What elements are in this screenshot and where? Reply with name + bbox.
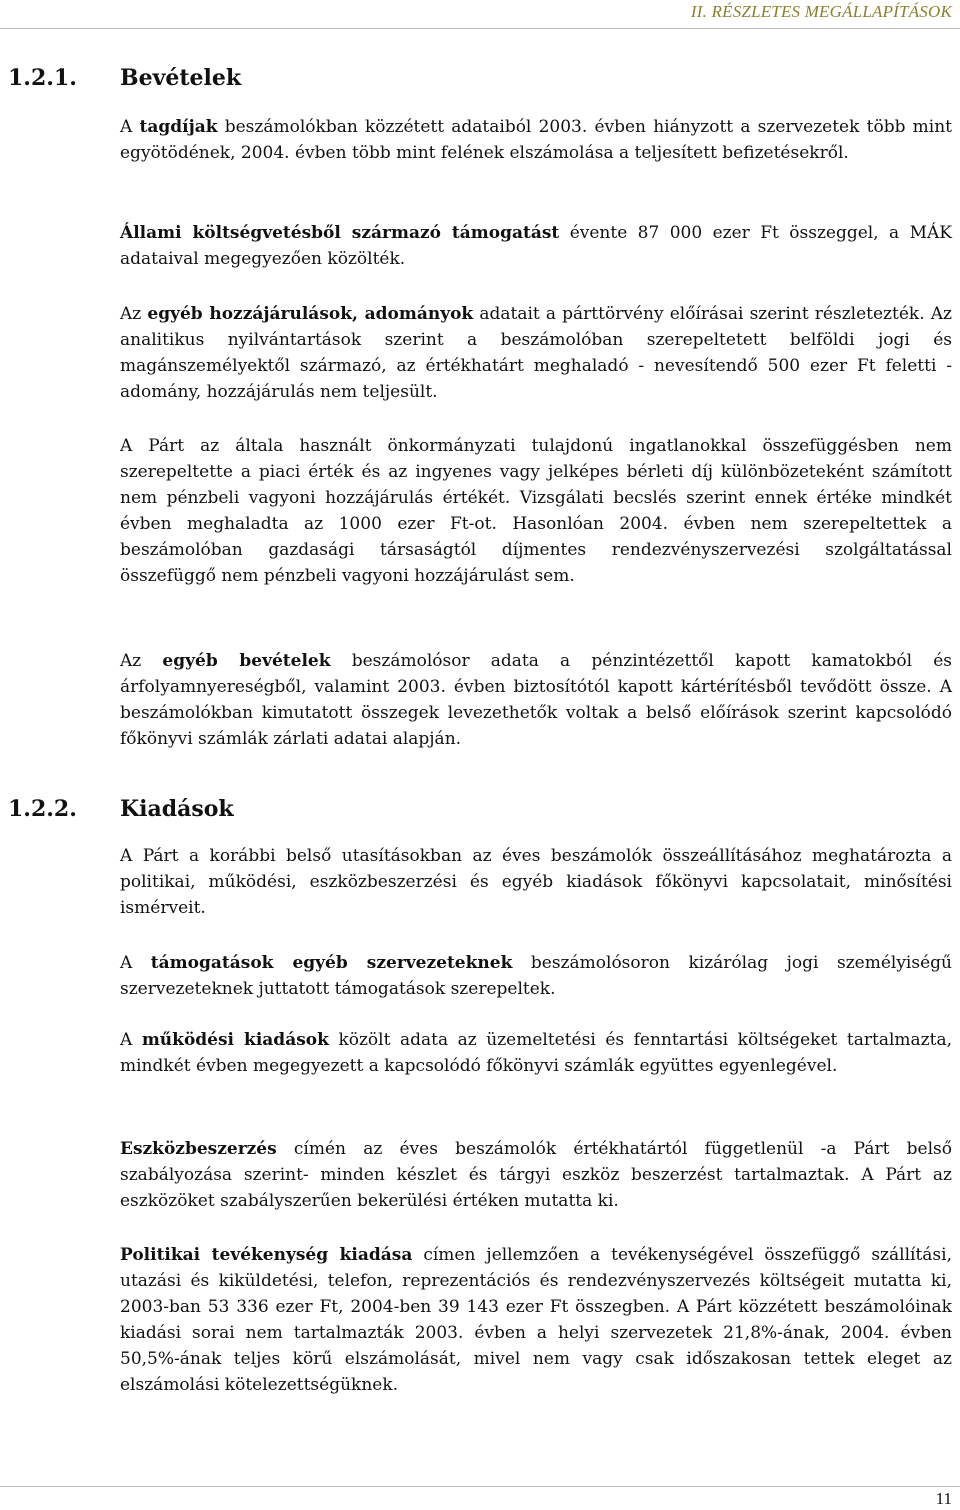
paragraph-tamogatasok: A támogatások egyéb szervezeteknek beszámolósoron kizárólag jogi személyiségű szervezeteknek juttatott támogatások szerepeltek.: [120, 953, 952, 999]
section-heading-kiadasok: [8, 795, 234, 823]
paragraph-egyeb-bevetelek: Az egyéb bevételek beszámolósor adata a pénzintézettől kapott kamatokból és árfolyamnyereségből, valamint 2003. évben biztosítótól kapott kártérítésből tevődött össze. A beszámolókban kimutatott összegek levezethetők voltak a belső előírások szerint kapcsolódó főkönyvi számlák zárlati adatai alapján.: [120, 651, 953, 749]
paragraph-egyeb-hozzajarulasok: Az egyéb hozzájárulások, adományok adatait a párttörvény előírásai szerint részletezték. Az analitikus nyilvántartások szerint a beszámolóban szerepeltetett belföldi jogi és magánszemélyektől származó, az értékhatárt meghaladó - nevesítendő 500 ezer Ft feletti - adomány, hozzájárulás nem teljesült.: [120, 304, 952, 402]
running-header: II. RÉSZLETES MEGÁLLAPÍTÁSOK: [690, 2, 952, 21]
paragraph-tagdijak: A tagdíjak beszámolókban közzétett adataiból 2003. évben hiányzott a szervezetek több mint egyötödének, 2004. évben több mint felének elszámolása a teljesített befizetésekről.: [120, 117, 952, 163]
section-title: Bevételek: [120, 65, 242, 91]
paragraph-belso-utasitasok: A Párt a korábbi belső utasításokban az éves beszámolók összeállításához meghatározta a politikai, működési, eszközbeszerzési és egyéb kiadások főkönyvi kapcsolatait, minősítési ismérveit.: [120, 846, 952, 918]
paragraph-mukodesi-kiadasok: A működési kiadások közölt adata az üzemeltetési és fenntartási költségeket tartalmazta, mindkét évben megegyezett a kapcsolódó főkönyvi számlák együttes egyenlegével.: [120, 1030, 952, 1076]
paragraph-allami-tamogatas: Állami költségvetésből származó támogatást évente 87 000 ezer Ft összeggel, a MÁK adataival megegyezően közölték.: [120, 223, 952, 269]
section-heading-bevetelek: [8, 64, 241, 92]
section-number: 1.2.2.: [8, 796, 77, 822]
paragraph-eszkozbeszerzes: Eszközbeszerzés címén az éves beszámolók értékhatártól függetlenül -a Párt belső szabályozása szerint- minden készlet és tárgyi eszköz beszerzést tartalmaztak. A Párt az eszközöket szabályszerűen bekerülési értéken mutatta ki.: [120, 1139, 952, 1211]
footer-rule: [0, 1486, 960, 1487]
page-number: 11: [935, 1489, 952, 1508]
paragraph-ingatlan-hozzajarulas: A Párt az általa használt önkormányzati tulajdonú ingatlanokkal összefüggésben nem szerepeltette a piaci érték és az ingyenes vagy jelképes bérleti díj különbözeteként számított nem pénzbeli vagyoni hozzájárulás értékét. Vizsgálati becslés szerint ennek értéke mindkét évben meghaladta az 1000 ezer Ft-ot. Hasonlóan 2004. évben nem szerepeltettek a beszámolóban gazdasági társaságtól díjmentes rendezvényszervezési szolgáltatással összefüggő nem pénzbeli vagyoni hozzájárulást sem.: [120, 436, 952, 586]
paragraph-politikai-tevekenyseg: Politikai tevékenység kiadása címen jellemzően a tevékenységével összefüggő szállítási, utazási és kiküldetési, telefon, reprezentációs és rendezvényszervezés költségeit mutatta ki, 2003-ban 53 336 ezer Ft, 2004-ben 39 143 ezer Ft összegben. A Párt közzétett beszámolóinak kiadási sorai nem tartalmazták 2003. évben a helyi szervezetek 21,8%-ának, 2004. évben 50,5%-ának teljes körű elszámolását, mivel nem vagy csak időszakosan tettek eleget az elszámolási kötelezettségüknek.: [120, 1245, 952, 1395]
header-rule: [0, 28, 960, 29]
section-title: Kiadások: [120, 796, 234, 822]
section-number: 1.2.1.: [8, 65, 77, 91]
